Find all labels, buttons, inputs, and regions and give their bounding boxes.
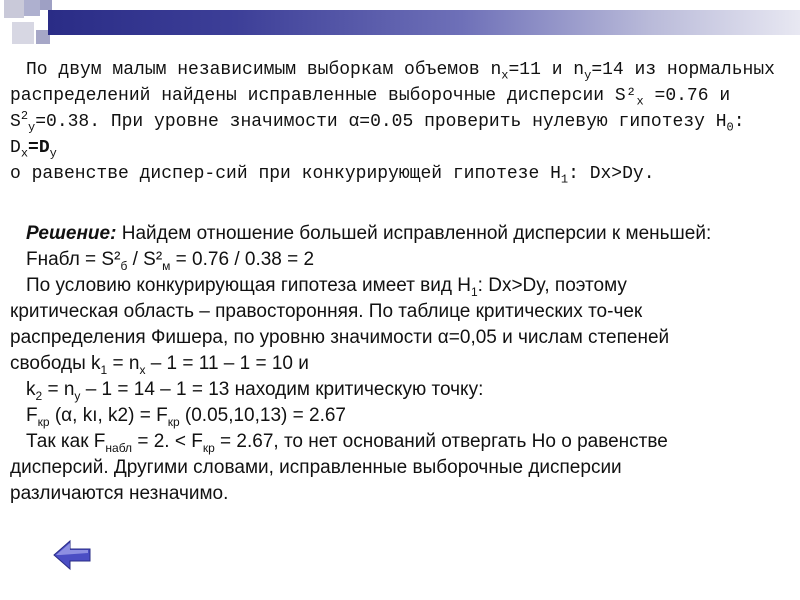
solution-line-7 xyxy=(10,377,780,403)
text: (0.05,10,13) = 2.67 xyxy=(179,405,346,426)
text: F xyxy=(26,405,38,426)
text: =0.76 и xyxy=(643,86,731,106)
decor-square xyxy=(12,22,34,44)
subscript: y xyxy=(49,146,57,161)
subscript: y xyxy=(584,68,592,83)
back-arrow-icon[interactable] xyxy=(52,538,92,572)
subscript: x xyxy=(139,362,146,377)
text: распределений найдены исправленные выборочные дисперсии S² xyxy=(10,86,637,106)
text: = 0.76 / 0.38 = 2 xyxy=(170,249,315,270)
solution-line-8 xyxy=(10,403,780,429)
text: k xyxy=(26,379,36,400)
subscript: y xyxy=(74,388,81,403)
subscript: 2 xyxy=(35,388,43,403)
text: : D xyxy=(10,112,745,158)
solution-label: Решение: xyxy=(26,223,117,244)
text: = 2.67, то нет оснований отвергать Но о равенстве xyxy=(214,431,668,452)
solution-line-6 xyxy=(10,351,780,377)
text: =0.38. При уровне значимости α=0.05 проверить нулевую гипотезу H xyxy=(35,112,727,132)
text: =14 из нормальных xyxy=(591,60,775,80)
subscript: 0 xyxy=(726,120,734,135)
decor-square xyxy=(40,0,52,10)
text: / S² xyxy=(127,249,163,270)
subscript: кр xyxy=(37,414,50,429)
problem-line-1 xyxy=(10,57,780,83)
text: = n xyxy=(107,353,140,374)
solution-line-10: дисперсий. Другими словами, исправленные выборочные дисперсии xyxy=(10,457,622,478)
problem-line-3 xyxy=(10,109,780,161)
solution-line-3 xyxy=(10,273,780,299)
text: (α, kı, k2) = F xyxy=(49,405,168,426)
decor-square xyxy=(24,0,40,16)
text: Найдем отношение большей исправленной дисперсии к меньшей: xyxy=(116,223,712,244)
text: S xyxy=(10,112,21,132)
subscript: 1 xyxy=(100,362,108,377)
text: – 1 = 14 – 1 = 13 находим критическую точку: xyxy=(80,379,484,400)
subscript: м xyxy=(162,258,171,273)
text: По двум малым независимым выборкам объемов n xyxy=(26,60,502,80)
text: о равенстве диспер-сий при конкурирующей гипотезе H xyxy=(10,164,561,184)
subscript: y xyxy=(28,120,36,135)
subscript: x xyxy=(636,94,644,109)
subscript: 1 xyxy=(560,172,569,187)
solution-line-11: различаются незначимо. xyxy=(10,483,229,504)
text: Fнабл = S² xyxy=(26,249,121,270)
problem-line-4 xyxy=(10,161,780,187)
subscript: набл xyxy=(105,440,133,455)
superscript: 2 xyxy=(20,109,29,123)
solution-line-2 xyxy=(10,247,780,273)
text: – 1 = 11 – 1 = 10 и xyxy=(145,353,309,374)
subscript: 1 xyxy=(470,284,478,299)
subscript: x xyxy=(501,68,509,83)
text: : Dx>Dy. xyxy=(568,164,655,184)
slide-content xyxy=(10,57,780,507)
problem-line-2 xyxy=(10,83,780,109)
subscript: кр xyxy=(167,414,180,429)
header-decoration xyxy=(0,0,800,56)
text: = 2. < F xyxy=(132,431,203,452)
subscript: x xyxy=(20,146,29,161)
text: : Dx>Dy, поэтому xyxy=(477,275,627,296)
text: По условию конкурирующая гипотеза имеет вид H xyxy=(26,275,471,296)
text: = n xyxy=(42,379,75,400)
spacer xyxy=(10,187,780,221)
text: свободы k xyxy=(10,353,101,374)
solution-line-1 xyxy=(10,221,780,247)
decor-square xyxy=(4,0,24,18)
solution-line-5: распределения Фишера, по уровню значимости α=0,05 и числам степеней xyxy=(10,327,670,348)
header-gradient-bar xyxy=(48,10,800,35)
text: =11 и n xyxy=(508,60,585,80)
solution-line-4: критическая область – правосторонняя. По таблице критических то-чек xyxy=(10,301,643,322)
subscript: кр xyxy=(202,440,215,455)
subscript: б xyxy=(120,258,128,273)
text: =D xyxy=(28,138,50,158)
solution-line-9 xyxy=(10,429,780,455)
text: Так как F xyxy=(26,431,106,452)
